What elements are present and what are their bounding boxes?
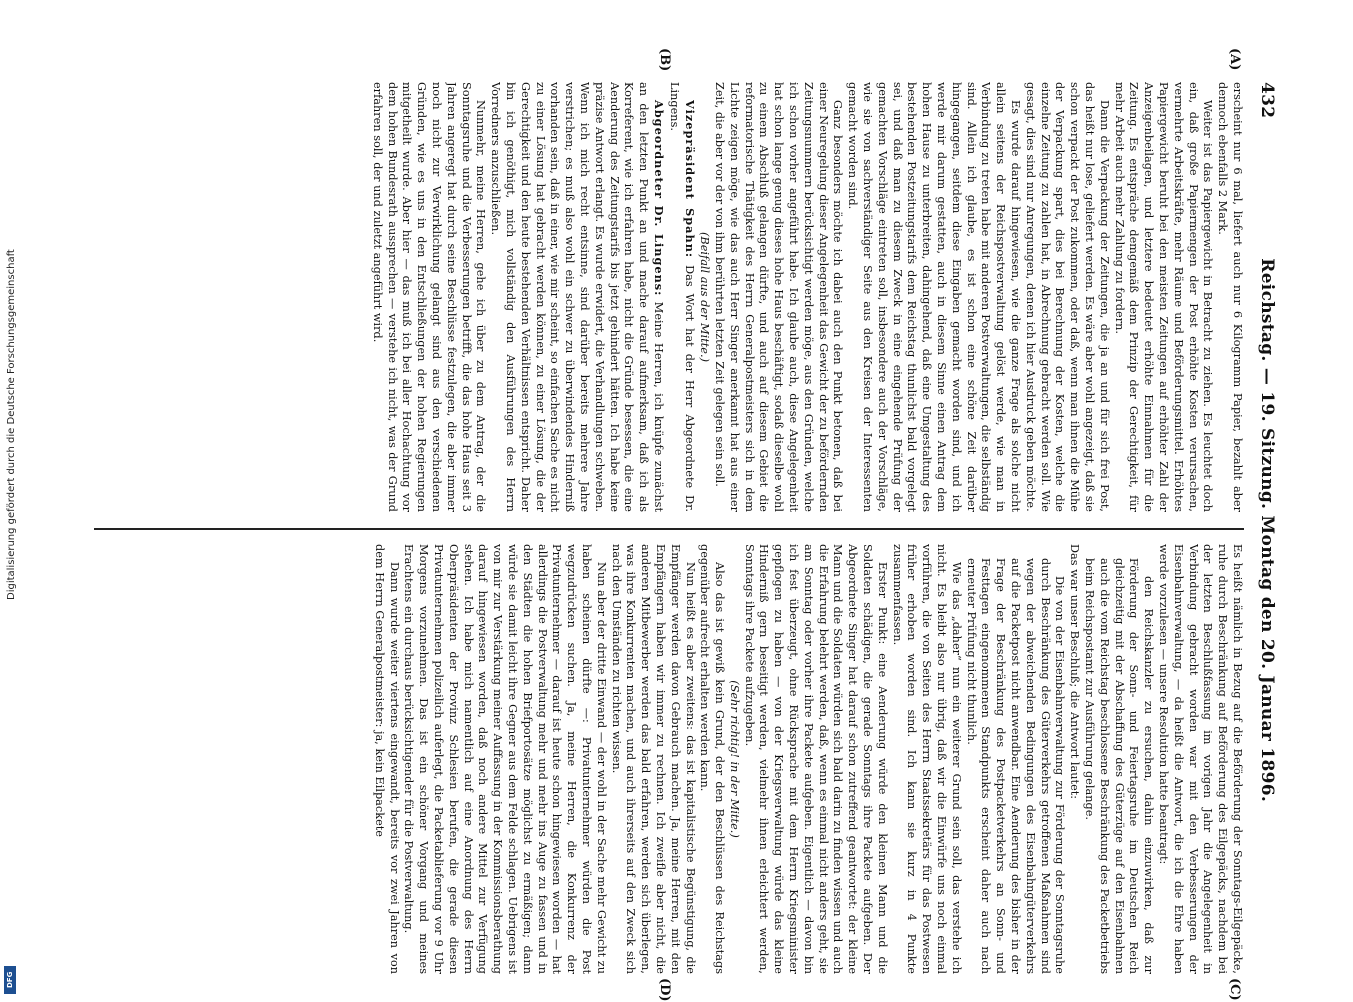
paragraph: Nun aber der dritte Einwand — der wohl in der Sache mehr Gewicht zu haben scheinen dürfte —: Privatunternehmer würden die Post wegzudrücken suchen. Ja, meine Herren, die Konkurrenz der Privatunternehmer — darauf ist heute schon hingewiesen worden — hat allerdings die Postverwaltung mehr und mehr ins Auge zu fassen und in den Städten die hohen Briefportosätze möglichst zu ermäßigen; dann würde sie damit leicht ihre Gegner aus dem Felde schlagen. Uebrigens ist von mir zur Verstärkung meiner Auffassung in der Kommissionsberathung darauf hingewiesen worden, daß noch andere Mittel zur Verfügung stehen. Ich habe mich namentlich auf eine Anordnung des Herrn Oberpräsidenten der Provinz Schlesien berufen, die gerade diesen Privatunternehmen polizeilich auferlegt, die Packetablieferung vor 9 Uhr Morgens vorzunehmen. Das ist ein schöner Vorgang und meines Erachtens ein durchaus berücksichtigender für die Postverwaltung. bbox=[402, 544, 608, 974]
applause-note: (Beifall aus der Mitte.) bbox=[698, 232, 712, 362]
paragraph: Das war unser Beschluß; die Antwort lautet: bbox=[1068, 544, 1082, 800]
page-number: 432 bbox=[1257, 82, 1277, 119]
dfg-logo: DFG bbox=[4, 966, 16, 994]
column-divider bbox=[94, 528, 1244, 530]
paragraph: erscheint nur 6 mal, liefert auch nur 6 Kilogramm Papier, bezahlt aber dennoch ebenfalls 2 Mark. bbox=[1216, 82, 1244, 512]
paragraph: Weiter ist das Papiergewicht in Betracht zu ziehen. Es leuchtet doch ein, daß große Papiermengen der Post erhöhte Kosten verursachen, vermehrte Arbeitskräfte, mehr Räume und Beförderungsmittel. Erhöhtes Papiergewicht beruht bei den meisten Zeitungen auf erhöhter Zahl der Anzeigenbeilagen, und letztere bedeutet erhöhte Einnahmen für die Zeitung. Es entspräche demgemäß dem Prinzip der Gerechtigkeit, für mehr Arbeit auch mehr Zahlung zu fordern. bbox=[1112, 82, 1215, 512]
speech-text: Das Wort hat der Herr Abgeordnete Dr. Lingens. bbox=[667, 82, 696, 512]
paragraph: Dann die Verpackung der Zeitungen, die ja an und für sich frei Post, das heißt nur lose, geliefert werden. Es wäre aber wohl angezeigt, daß sie schon verpackt der Post zukommen, oder daß, wenn man ihnen die Mühe der Verpackung spart, dies bei Berechnung der Kosten, welche die einzelne Zeitung zu zahlen hat, in Abrechnung gebracht werden soll. Wie gesagt, dies sind nur Anregungen, denen ich hier Ausdruck geben möchte. bbox=[1023, 82, 1111, 512]
quoted-answer: Die von der Eisenbahnverwaltung zur Förderung der Sonntagsruhe durch Beschränkung des Güterverkehrs getroffenen Maßnahmen sind wegen der abweichenden Bedingungen des Eisenbahngüterverkehrs auf die Packetpost nicht anwendbar. Eine Aenderung des bisher in der Frage der Beschränkung des Postpacketverkehrs an Sonn- und Festtagen eingenommenen Standpunkts erscheint daher auch nach erneuter Prüfung nicht thunlich. bbox=[964, 558, 1067, 974]
paragraph: Erster Punkt: eine Aenderung würde den kleinen Mann und die Soldaten schädigen, die gerade Sonntags ihre Packete aufgeben. Der Abgeordnete Singer hat darauf schon zutreffend geantwortet: der kleine Mann und die Soldaten würden sich bald darin zu finden wissen und auch die Erfahrung belehrt werden, daß, wenn es einmal nicht anders geht, sie am Sonntag oder vorher ihre Packete aufgeben. Eigentlich — davon bin ich fest überzeugt, ohne Rücksprache mit dem Herrn Kriegsminister gepflogen zu haben — von der Kriegsverwaltung würde das kleine Hinderniß gern beseitigt werden, vielmehr ihnen erleichtert werden, Sonntags ihre Packete aufzugeben. bbox=[742, 544, 889, 974]
left-column bbox=[94, 82, 1244, 512]
paragraph: Dann wurde weiter viertens eingewandt, bereits vor zwei Jahren von dem Herrn Generalpostmeister: ja, kein Eilpackete bbox=[372, 544, 401, 974]
rotated-page bbox=[82, 48, 1282, 1002]
right-column bbox=[94, 544, 1244, 974]
paragraph: Es wurde darauf hingewiesen, wie die ganze Frage als solche nicht allein seitens der Reichspostverwaltung gelöst werde, wie man in Verbindung zu treten habe mit anderen Postverwaltungen, die selbständig sind. Allein ich glaube, es ist schon eine schöne Zeit darüber hingegangen, seitdem diese Eingaben gemacht worden sind, und ich werde mir darum gestatten, auch in diesem Sinne einen Antrag dem hohen Hause zu unterbreiten, dahingehend, daß eine Umgestaltung des bestehenden Postzeitungstarifs dem Reichstag thunlichst bald vorgelegt sei, und daß man zu diesem Zweck in eine eingehende Prüfung der gemachten Vorschläge eintreten soll, insbesondere auch der Vorschläge, wie sie von sachverständiger Seite aus den Kreisen der Interessenten gemacht worden sind. bbox=[846, 82, 1023, 512]
margin-mark-c: (C) bbox=[1227, 978, 1242, 1001]
paragraph: Nunmehr, meine Herren, gehe ich über zu dem Antrag, der die Sonntagsruhe und die Verbesserungen betrifft, die das hohe Haus seit 3 Jahren angeregt hat durch seine Beschlüsse festzulegen, die aber immer noch nicht zur Verwirklichung gelangt sind aus den verschiedenen Gründen, wie es uns in den Entschließungen der hohen Regierungen mitgetheilt wurde. Aber hier — das muß ich bei aller Hochachtung vor dem hohen Bundesrath aussprechen — verstehe ich nicht, was der Grund erfahren soll, der und zuletzt angeführt wird. bbox=[370, 82, 488, 512]
margin-mark-a: (A) bbox=[1227, 48, 1242, 71]
speaker-name: Abgeordneter Dr. Lingens: bbox=[651, 100, 666, 297]
page-title: Reichstag. — 19. Sitzung. Montag den 20. Januar 1896. bbox=[1257, 258, 1277, 803]
quoted-resolution: den Reichskanzler zu ersuchen, dahin einzuwirken, daß zur Förderung der Sonn- und Feiertagsruhe im Deutschen Reich gleichzeitig mit der Abschaffung des Güterzüge auf den Eisenbahnen auch die vom Reichstag beschlossene Beschränkung des Packetbetriebs beim Reichspostamt zur Ausführung gelange. bbox=[1083, 558, 1156, 974]
paragraph: Nun heißt es aber zweitens: das ist kapitalistische Begünstigung, die Empfänger werden davon Gebrauch machen. Ja, meine Herren, mit den Empfängern haben wir immer zu rechnen. Ich zweifle aber nicht, die anderen Mitbewerber werden das bald erfahren, werden sich überlegen, was ihre Konkurrenten machen, und auch ihrerseits auf den Zweck sich nach den Umständen zu richten wissen. bbox=[609, 544, 697, 974]
paragraph: Es heißt nämlich in Bezug auf die Beförderung der Sonntags-Eilgepäcke, ruhe durch Beschränkung auf Beförderung des Eilgepäcks, nachdem bei der letzten Beschlußfassung im vorigen Jahr die Angelegenheit in Verbindung gebracht worden war mit den Verbesserungen der Eisenbahnverwaltung, — da heißt die Antwort, die ich die Ehre haben werde vorzulesen — unsere Resolution hatte beantragt: bbox=[1157, 544, 1244, 974]
paragraph bbox=[666, 82, 697, 512]
paragraph: Wie das „daher“ nun ein weiterer Grund sein soll, das verstehe ich nicht. Es bleibt also nur übrig, daß wir die Einwürfe uns noch einmal vorführen, die von Seiten des Herrn Staatssekretärs für das Postwesen früher erhoben worden sind. Ich kann sie kurz in 4 Punkte zusammenfassen. bbox=[890, 544, 963, 974]
paragraph: Also das ist gewiß kein Grund, der den Beschlüssen des Reichstags gegenüber aufrecht erhalten werden kann. bbox=[698, 544, 727, 974]
paragraph: Ganz besonders möchte ich dabei auch den Punkt betonen, daß bei einer Neuregelung dieser Angelegenheit das Gewicht der zu befördernden Zeitungsnummern berücksichtigt werden möge, aus den Gründen, welche ich schon vorher angeführt habe. Ich glaube auch, diese Angelegenheit hat schon lange genug dieses hohe Haus beschäftigt, sodaß dieselbe wohl zu einem Abschluß gelangen dürfte, und auch auf diesem Gebiet die reformatorische Thätigkeit des Herrn Generalpostmeisters sich in dem Lichte zeigen möge, wie das auch Herr Singer anerkannt hat aus einer Zeit, die aber vor der von ihm berührten letzten Zeit gelegen sein soll. bbox=[713, 82, 845, 512]
speaker-name: Vizepräsident Spahn: bbox=[682, 100, 697, 259]
paragraph bbox=[487, 82, 666, 512]
margin-mark-d: (D) bbox=[657, 978, 672, 1002]
speech-text: Meine Herren, ich knüpfe zunächst an den letzten Punkt an und mache darauf aufmerksam, daß ich als Korreferent, wie ich erfahren habe, nicht die Gründe besessen, die eine Aenderung des Zeitungstarifs bis jetzt gehindert hätten. Ich habe keine präzise Antwort erlangt. Es wurde erwidert, die Verhandlungen schweben. Wenn ich mich recht entsinne, sind darüber bereits mehrere Jahre verstrichen; es muß also wohl ein schwer zu überwindendes Hinderniß vorhanden sein, daß in einer, wie mir scheint, so einfachen Sache es nicht zu einer Lösung hat gebracht werden können, zu einer Lösung, die der Gerechtigkeit und den heute bestehenden Verhältnissen entspricht. Daher bin ich genöthigt, mich vollständig den Ausführungen des Herrn Vorredners anzuschließen. bbox=[489, 82, 665, 512]
margin-mark-b: (B) bbox=[657, 48, 672, 72]
digitization-note: Digitalisierung gefördert durch die Deutsche Forschungsgemeinschaft bbox=[6, 249, 17, 600]
page-header bbox=[1252, 82, 1282, 972]
applause-note: (Sehr richtig! in der Mitte.) bbox=[727, 680, 741, 838]
